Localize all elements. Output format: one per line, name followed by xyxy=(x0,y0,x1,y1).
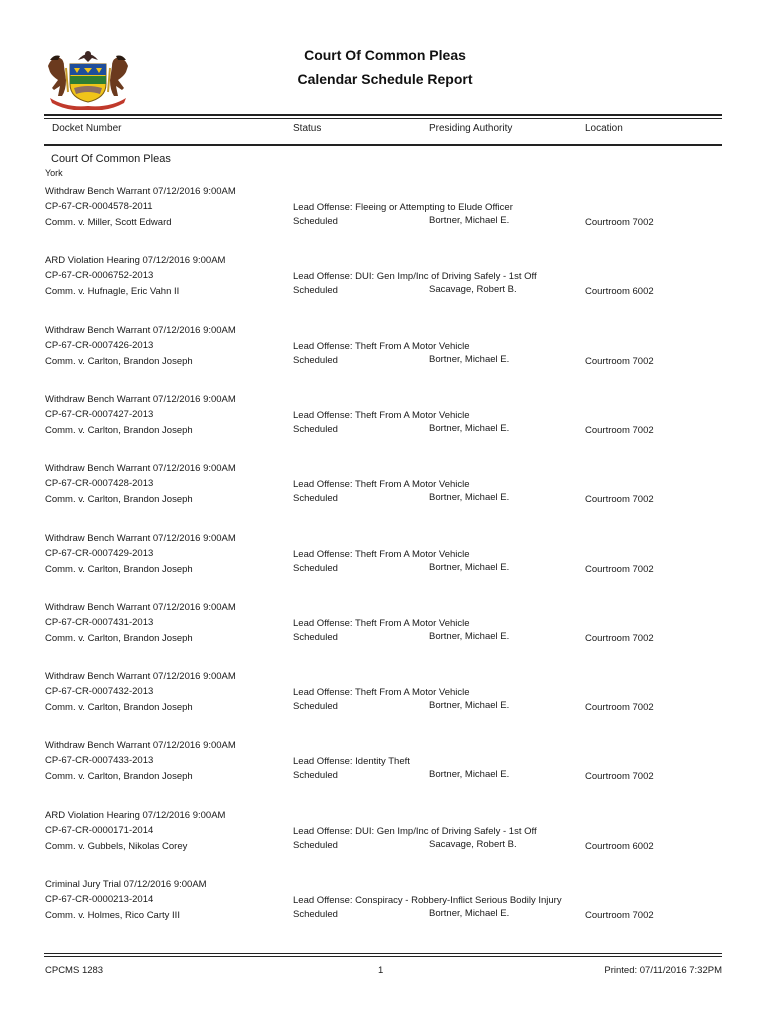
case-status: Scheduled xyxy=(293,840,338,851)
case-caption: Comm. v. Carlton, Brandon Joseph xyxy=(45,494,193,505)
calendar-entry xyxy=(0,810,768,860)
presiding-authority: Bortner, Michael E. xyxy=(429,631,510,642)
calendar-entry xyxy=(0,255,768,305)
lead-offense: Lead Offense: Identity Theft xyxy=(293,756,410,767)
case-caption: Comm. v. Carlton, Brandon Joseph xyxy=(45,633,193,644)
case-caption: Comm. v. Carlton, Brandon Joseph xyxy=(45,356,193,367)
report-title: Calendar Schedule Report xyxy=(297,71,473,87)
courtroom-location: Courtroom 7002 xyxy=(585,564,654,575)
lead-offense: Lead Offense: DUI: Gen Imp/Inc of Driving Safely - 1st Off xyxy=(293,826,537,837)
presiding-authority: Bortner, Michael E. xyxy=(429,492,510,503)
lead-offense: Lead Offense: Conspiracy - Robbery-Inflict Serious Bodily Injury xyxy=(293,895,562,906)
case-caption: Comm. v. Hufnagle, Eric Vahn II xyxy=(45,286,180,297)
presiding-authority: Bortner, Michael E. xyxy=(429,700,510,711)
courtroom-location: Courtroom 7002 xyxy=(585,702,654,713)
case-caption: Comm. v. Carlton, Brandon Joseph xyxy=(45,564,193,575)
calendar-entry xyxy=(0,394,768,444)
calendar-entry xyxy=(0,463,768,513)
docket-number: CP-67-CR-0007428-2013 xyxy=(45,478,154,489)
hearing-type: Withdraw Bench Warrant 07/12/2016 9:00AM xyxy=(45,533,236,544)
presiding-authority: Bortner, Michael E. xyxy=(429,354,510,365)
case-caption: Comm. v. Gubbels, Nikolas Corey xyxy=(45,841,188,852)
courtroom-location: Courtroom 6002 xyxy=(585,841,654,852)
case-status: Scheduled xyxy=(293,493,338,504)
lead-offense: Lead Offense: Theft From A Motor Vehicle xyxy=(293,549,470,560)
presiding-authority: Bortner, Michael E. xyxy=(429,562,510,573)
case-status: Scheduled xyxy=(293,770,338,781)
courtroom-location: Courtroom 7002 xyxy=(585,633,654,644)
docket-number: CP-67-CR-0007431-2013 xyxy=(45,617,154,628)
case-caption: Comm. v. Carlton, Brandon Joseph xyxy=(45,702,193,713)
lead-offense: Lead Offense: Theft From A Motor Vehicle xyxy=(293,618,470,629)
docket-number: CP-67-CR-0000213-2014 xyxy=(45,894,154,905)
case-status: Scheduled xyxy=(293,285,338,296)
hearing-type: Withdraw Bench Warrant 07/12/2016 9:00AM xyxy=(45,186,236,197)
presiding-authority: Sacavage, Robert B. xyxy=(429,284,517,295)
lead-offense: Lead Offense: Theft From A Motor Vehicle xyxy=(293,479,470,490)
case-status: Scheduled xyxy=(293,632,338,643)
printed-timestamp: Printed: 07/11/2016 7:32PM xyxy=(604,965,722,976)
hearing-type: Criminal Jury Trial 07/12/2016 9:00AM xyxy=(45,879,207,890)
courtroom-location: Courtroom 7002 xyxy=(585,217,654,228)
calendar-entry xyxy=(0,740,768,790)
courtroom-location: Courtroom 7002 xyxy=(585,425,654,436)
courtroom-location: Courtroom 7002 xyxy=(585,771,654,782)
presiding-authority: Sacavage, Robert B. xyxy=(429,839,517,850)
presiding-authority: Bortner, Michael E. xyxy=(429,215,510,226)
header-top-rule xyxy=(44,114,722,116)
docket-number: CP-67-CR-0007427-2013 xyxy=(45,409,154,420)
hearing-type: Withdraw Bench Warrant 07/12/2016 9:00AM xyxy=(45,602,236,613)
docket-number: CP-67-CR-0000171-2014 xyxy=(45,825,154,836)
docket-number: CP-67-CR-0007429-2013 xyxy=(45,548,154,559)
footer-rule xyxy=(44,953,722,954)
column-header-authority: Presiding Authority xyxy=(429,123,513,134)
column-header-location: Location xyxy=(585,123,623,134)
case-status: Scheduled xyxy=(293,424,338,435)
case-status: Scheduled xyxy=(293,909,338,920)
case-status: Scheduled xyxy=(293,563,338,574)
docket-number: CP-67-CR-0006752-2013 xyxy=(45,270,154,281)
lead-offense: Lead Offense: Fleeing or Attempting to Elude Officer xyxy=(293,202,513,213)
header-bottom-rule xyxy=(44,144,722,146)
form-id: CPCMS 1283 xyxy=(45,965,104,976)
hearing-type: ARD Violation Hearing 07/12/2016 9:00AM xyxy=(45,255,226,266)
case-caption: Comm. v. Carlton, Brandon Joseph xyxy=(45,771,193,782)
docket-number: CP-67-CR-0004578-2011 xyxy=(45,201,153,212)
header-top-rule-thin xyxy=(44,118,722,119)
hearing-type: ARD Violation Hearing 07/12/2016 9:00AM xyxy=(45,810,226,821)
case-caption: Comm. v. Holmes, Rico Carty III xyxy=(45,910,180,921)
lead-offense: Lead Offense: Theft From A Motor Vehicle xyxy=(293,341,470,352)
lead-offense: Lead Offense: DUI: Gen Imp/Inc of Driving Safely - 1st Off xyxy=(293,271,537,282)
lead-offense: Lead Offense: Theft From A Motor Vehicle xyxy=(293,410,470,421)
calendar-entry xyxy=(0,602,768,652)
case-status: Scheduled xyxy=(293,355,338,366)
court-group-heading: Court Of Common Pleas xyxy=(51,153,171,165)
case-caption: Comm. v. Miller, Scott Edward xyxy=(45,217,172,228)
case-status: Scheduled xyxy=(293,701,338,712)
hearing-type: Withdraw Bench Warrant 07/12/2016 9:00AM xyxy=(45,325,236,336)
hearing-type: Withdraw Bench Warrant 07/12/2016 9:00AM xyxy=(45,671,236,682)
courtroom-location: Courtroom 7002 xyxy=(585,494,654,505)
hearing-type: Withdraw Bench Warrant 07/12/2016 9:00AM xyxy=(45,463,236,474)
calendar-entry xyxy=(0,671,768,721)
docket-number: CP-67-CR-0007426-2013 xyxy=(45,340,154,351)
footer-rule-thin xyxy=(44,956,722,957)
calendar-entry xyxy=(0,186,768,236)
docket-number: CP-67-CR-0007433-2013 xyxy=(45,755,154,766)
calendar-entry xyxy=(0,325,768,375)
case-status: Scheduled xyxy=(293,216,338,227)
column-header-docket: Docket Number xyxy=(52,123,122,134)
hearing-type: Withdraw Bench Warrant 07/12/2016 9:00AM xyxy=(45,740,236,751)
pennsylvania-coat-of-arms-icon xyxy=(44,46,132,110)
presiding-authority: Bortner, Michael E. xyxy=(429,423,510,434)
courtroom-location: Courtroom 7002 xyxy=(585,910,654,921)
case-caption: Comm. v. Carlton, Brandon Joseph xyxy=(45,425,193,436)
lead-offense: Lead Offense: Theft From A Motor Vehicle xyxy=(293,687,470,698)
calendar-entry xyxy=(0,533,768,583)
report-court-title: Court Of Common Pleas xyxy=(304,47,466,63)
presiding-authority: Bortner, Michael E. xyxy=(429,769,510,780)
presiding-authority: Bortner, Michael E. xyxy=(429,908,510,919)
page-number: 1 xyxy=(378,965,384,976)
calendar-entry xyxy=(0,879,768,929)
courtroom-location: Courtroom 7002 xyxy=(585,356,654,367)
hearing-type: Withdraw Bench Warrant 07/12/2016 9:00AM xyxy=(45,394,236,405)
county-name: York xyxy=(45,168,63,178)
courtroom-location: Courtroom 6002 xyxy=(585,286,654,297)
column-header-status: Status xyxy=(293,123,322,134)
docket-number: CP-67-CR-0007432-2013 xyxy=(45,686,154,697)
